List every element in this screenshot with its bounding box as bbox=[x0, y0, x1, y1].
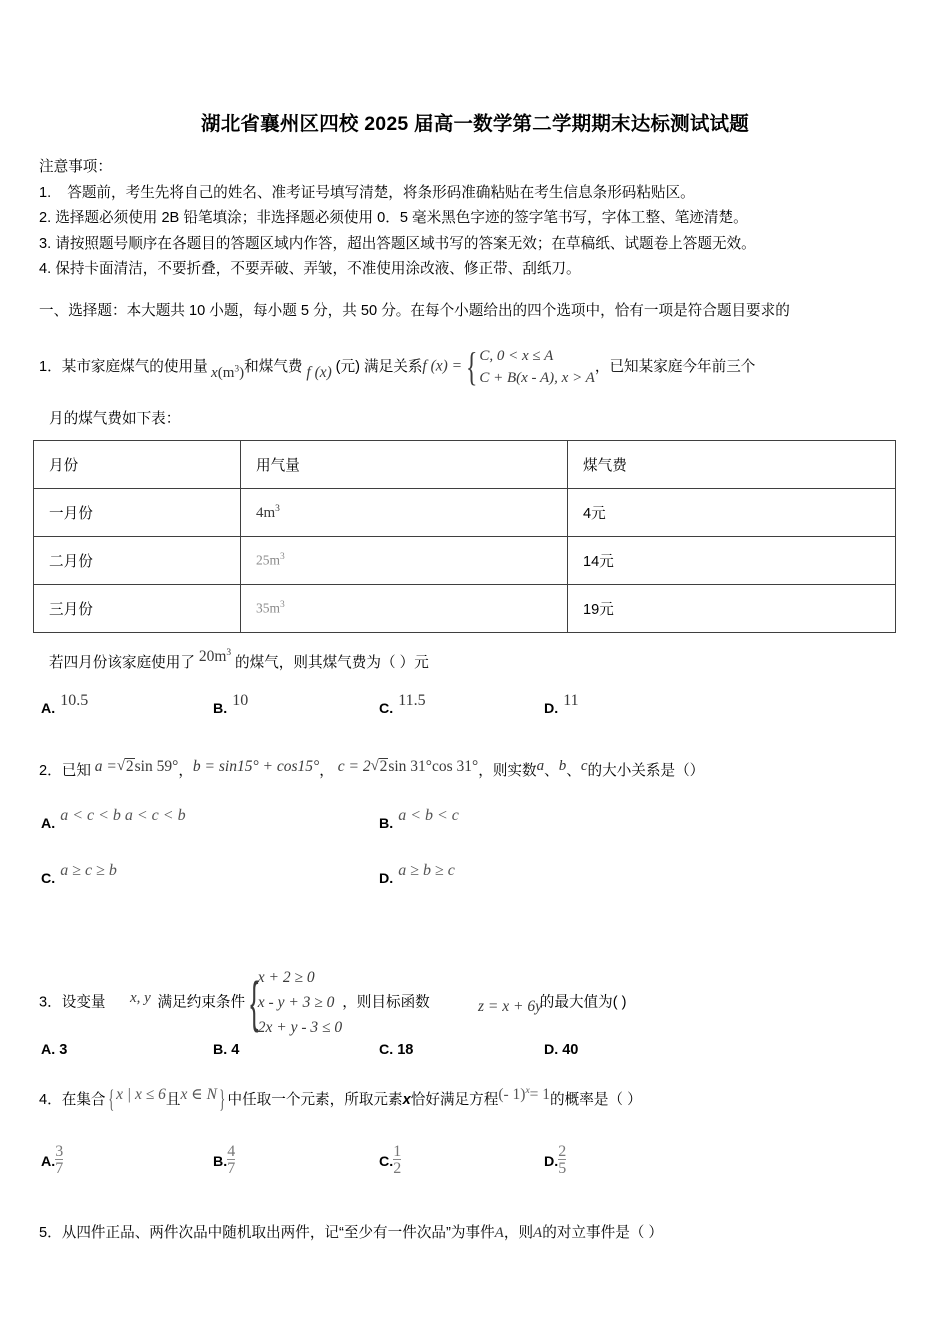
question-2-a-rest: sin 59° bbox=[134, 758, 179, 775]
question-1-unit-close: ) bbox=[239, 364, 245, 381]
table-header-fee: 煤气费 bbox=[568, 441, 896, 489]
question-2-var-b: b bbox=[558, 758, 567, 774]
option-a-label: A. bbox=[41, 701, 56, 717]
question-4-text-c: 恰好满足方程 bbox=[410, 1092, 499, 1109]
notice-item-text: 选择题必须使用 2B 铅笔填涂；非选择题必须使用 0．5 毫米黑色字迹的签字笔书写，字体工整、笔迹清楚。 bbox=[55, 210, 748, 226]
option-b-value: 4 bbox=[231, 1042, 240, 1058]
table-cell-fee: 14元 bbox=[568, 537, 896, 585]
question-2-text-c: 的大小关系是（） bbox=[587, 763, 705, 779]
question-4-eq-rest: = 1 bbox=[529, 1086, 551, 1104]
question-4-set-part-1: x | x ≤ 6 bbox=[116, 1086, 166, 1104]
option-b-label: B. bbox=[213, 1153, 228, 1170]
question-5-event-a-2: A bbox=[533, 1225, 543, 1241]
question-1-statement bbox=[39, 345, 929, 389]
question-4-eq-exp: x bbox=[525, 1086, 530, 1096]
question-2-a-eq: a = bbox=[94, 758, 117, 775]
option-d-label: D. bbox=[544, 701, 559, 717]
table-cell-month: 三月份 bbox=[34, 585, 241, 633]
option-d[interactable] bbox=[544, 692, 579, 718]
option-d[interactable] bbox=[379, 862, 455, 888]
question-4-text-b: 中任取一个元素，所取元素 bbox=[227, 1092, 403, 1109]
question-1-fx: f (x) bbox=[306, 363, 332, 381]
option-c-value: 11.5 bbox=[398, 692, 426, 709]
notice-item bbox=[39, 181, 915, 207]
question-5-text-b: ，则 bbox=[503, 1225, 534, 1241]
constraint-row-2: x - y + 3 ≥ 0 bbox=[257, 994, 335, 1011]
question-1-text-a: 某市家庭煤气的使用量 bbox=[61, 358, 208, 375]
question-5-number: 5． bbox=[39, 1225, 62, 1241]
table-cell-fee: 4元 bbox=[568, 489, 896, 537]
question-5-statement bbox=[39, 1222, 663, 1244]
table-cell-fee: 19元 bbox=[568, 585, 896, 633]
question-4-statement bbox=[39, 1085, 642, 1111]
table-cell-usage: $25m^3$ bbox=[241, 537, 568, 585]
option-b[interactable] bbox=[213, 1145, 235, 1179]
option-c-label: C. bbox=[41, 871, 56, 887]
option-a-label: A. bbox=[41, 1042, 56, 1058]
table-row bbox=[34, 489, 896, 537]
question-1-unit-open: (m bbox=[217, 364, 235, 381]
notice-item-text: 请按照题号顺序在各题目的答题区域内作答，超出答题区域书写的答案无效；在草稿纸、试题卷上答题无效。 bbox=[55, 235, 756, 252]
notice-item-index: 3. bbox=[39, 235, 52, 252]
piecewise-row-1: C, 0 < x ≤ A bbox=[479, 348, 554, 364]
piecewise-brace: { bbox=[465, 343, 478, 389]
question-5-event-a-1: A bbox=[494, 1225, 504, 1241]
option-c-label: C. bbox=[379, 1042, 394, 1058]
question-2-delim-2: 、 bbox=[566, 763, 581, 779]
option-a-value: $\frac{3}{7}$ bbox=[55, 1143, 64, 1177]
option-b[interactable] bbox=[213, 1042, 239, 1058]
table-header-month: 月份 bbox=[34, 441, 241, 489]
question-1-piecewise bbox=[422, 345, 594, 389]
question-2-sep-2: ， bbox=[319, 763, 334, 779]
question-3-text-a: 设变量 bbox=[61, 994, 106, 1011]
notice-item-index: 1. bbox=[39, 184, 52, 201]
question-2-c-eq: c = 2 bbox=[337, 758, 371, 775]
option-c[interactable] bbox=[379, 1145, 401, 1179]
option-a[interactable] bbox=[41, 807, 186, 833]
sqrt-icon: √ 2 bbox=[371, 756, 389, 778]
notice-item-index: 4. bbox=[39, 261, 52, 277]
question-2-var-a: a bbox=[536, 758, 545, 774]
question-1-table-intro: 月的煤气费如下表： bbox=[49, 411, 181, 427]
option-a-value: 10.5 bbox=[60, 692, 89, 709]
table-header-row bbox=[34, 441, 896, 489]
option-d-value: a ≥ b ≥ c bbox=[398, 862, 455, 879]
table-cell-usage: $35m^3$ bbox=[241, 585, 568, 633]
table-cell-usage: $4m^3$ bbox=[241, 489, 568, 537]
option-a-value: a < c < b a < c < b bbox=[60, 807, 186, 824]
option-d-label: D. bbox=[544, 1153, 559, 1170]
option-d-label: D. bbox=[379, 871, 394, 887]
piecewise-row-2: C + B(x - A), x > A bbox=[479, 370, 595, 386]
question-3-text-d: 的最大值为( ) bbox=[539, 994, 627, 1011]
option-a[interactable] bbox=[41, 1145, 63, 1179]
table-row bbox=[34, 537, 896, 585]
option-c-label: C. bbox=[379, 1153, 394, 1170]
option-c-value: $\frac{1}{2}$ bbox=[393, 1143, 402, 1177]
set-brace-close-icon: } bbox=[219, 1084, 226, 1113]
question-1-followup-exp: 3 bbox=[226, 648, 232, 658]
option-d[interactable] bbox=[544, 1042, 578, 1058]
question-1-number: 1． bbox=[39, 358, 62, 375]
question-4-number: 4． bbox=[39, 1092, 62, 1109]
option-d[interactable] bbox=[544, 1145, 566, 1179]
question-2-statement bbox=[39, 760, 704, 782]
question-3-constraint-system bbox=[245, 965, 342, 1040]
option-b-label: B. bbox=[213, 701, 228, 717]
option-b-value: a < b < c bbox=[398, 807, 459, 824]
question-4-set-mid: 且 bbox=[165, 1092, 181, 1109]
set-brace-open-icon: { bbox=[107, 1084, 114, 1113]
page-title: 湖北省襄州区四校 2025 届高一数学第二学期期末达标测试试题 bbox=[201, 113, 749, 135]
question-2-sep-1: ， bbox=[178, 763, 193, 779]
notice-item-text: 保持卡面清洁，不要折叠，不要弄破、弄皱，不准使用涂改液、修正带、刮纸刀。 bbox=[55, 261, 581, 277]
option-c-value: a ≥ c ≥ b bbox=[60, 862, 117, 879]
gas-usage-table bbox=[33, 440, 896, 633]
question-1-followup bbox=[49, 648, 429, 674]
notice-heading: 注意事项： bbox=[39, 159, 112, 175]
notice-item bbox=[39, 257, 915, 283]
question-1-followup-text-b: 的煤气，则其煤气费为（ ）元 bbox=[235, 655, 429, 672]
question-1-followup-text-a: 若四月份该家庭使用了 bbox=[49, 655, 195, 672]
question-2-var-c: c bbox=[580, 758, 588, 774]
question-3-objective: z = x + 6y bbox=[478, 998, 542, 1015]
option-c[interactable] bbox=[41, 862, 117, 888]
question-3-text-b: 满足约束条件 bbox=[157, 994, 246, 1011]
notice-item-text: 答题前，考生先将自己的姓名、准考证号填写清楚，将条形码准确粘贴在考生信息条形码粘贴区。 bbox=[67, 184, 695, 201]
question-1-text-c: (元) 满足关系 bbox=[335, 358, 423, 375]
table-header-usage: 用气量 bbox=[241, 441, 568, 489]
option-d-value: 11 bbox=[563, 692, 579, 709]
table-cell-month: 一月份 bbox=[34, 489, 241, 537]
option-c-label: C. bbox=[379, 701, 394, 717]
question-1-unit-exp: 3 bbox=[234, 364, 240, 375]
option-c[interactable] bbox=[379, 692, 426, 718]
table-cell-month: 二月份 bbox=[34, 537, 241, 585]
question-4-text-a: 在集合 bbox=[61, 1092, 106, 1109]
question-5-text-c: 的对立事件是（ ） bbox=[542, 1225, 664, 1241]
question-2-delim-1: 、 bbox=[544, 763, 559, 779]
option-d-label: D. bbox=[544, 1042, 559, 1058]
piecewise-lhs: f (x) = bbox=[422, 357, 463, 375]
option-b[interactable] bbox=[213, 692, 249, 718]
question-2-text-a: 已知 bbox=[61, 763, 91, 779]
option-c-value: 18 bbox=[397, 1042, 414, 1058]
option-b-label: B. bbox=[213, 1042, 228, 1058]
question-3-variables: x, y bbox=[130, 990, 151, 1006]
question-1-text-b: 和煤气费 bbox=[244, 358, 303, 375]
option-a-label: A. bbox=[41, 1153, 56, 1170]
question-2-text-b: ，则实数 bbox=[478, 763, 537, 779]
notice-block bbox=[39, 155, 915, 283]
question-5-text-a: 从四件正品、两件次品中随机取出两件，记“至少有一件次品”为事件 bbox=[61, 1225, 495, 1241]
question-4-text-d: 的概率是（ ） bbox=[550, 1092, 642, 1109]
question-1-followup-value: 20m bbox=[198, 648, 227, 666]
option-d-value: 40 bbox=[562, 1042, 579, 1058]
section-heading-choice: 一、选择题：本大题共 10 小题，每小题 5 分，共 50 分。在每个小题给出的四个选项中，恰有一项是符合题目要求的 bbox=[39, 303, 790, 319]
table-row bbox=[34, 585, 896, 633]
question-3-text-c: ，则目标函数 bbox=[342, 994, 430, 1011]
question-2-b-expr: b = sin15° + cos15° bbox=[192, 758, 320, 775]
option-a-value: 3 bbox=[59, 1042, 68, 1058]
constraint-row-1: x + 2 ≥ 0 bbox=[257, 969, 315, 986]
option-b-value: $\frac{4}{7}$ bbox=[227, 1143, 236, 1177]
option-c[interactable] bbox=[379, 1042, 413, 1058]
notice-item-index: 2. bbox=[39, 210, 52, 226]
question-1-var-x: x bbox=[211, 364, 218, 381]
option-a-label: A. bbox=[41, 816, 56, 832]
system-brace: { bbox=[250, 970, 259, 1034]
question-2-c-rest: sin 31°cos 31° bbox=[388, 758, 479, 775]
question-1-text-d: ，已知某家庭今年前三个 bbox=[594, 358, 756, 375]
option-a[interactable] bbox=[41, 692, 89, 718]
option-b-value: 10 bbox=[232, 692, 249, 709]
notice-item bbox=[39, 232, 915, 258]
option-b[interactable] bbox=[379, 807, 459, 833]
option-d-value: $\frac{2}{5}$ bbox=[558, 1143, 567, 1177]
question-4-set-part-2: x ∈ N bbox=[180, 1086, 217, 1104]
question-3-number: 3． bbox=[39, 994, 62, 1011]
constraint-row-3: 2x + y - 3 ≤ 0 bbox=[257, 1019, 343, 1036]
question-4-eq-base: (- 1) bbox=[498, 1086, 526, 1104]
option-a[interactable] bbox=[41, 1042, 67, 1058]
sqrt-icon: √ 2 bbox=[117, 756, 135, 778]
question-2-number: 2． bbox=[39, 763, 62, 779]
question-4-element: x bbox=[402, 1092, 411, 1109]
notice-item bbox=[39, 206, 915, 232]
option-b-label: B. bbox=[379, 816, 394, 832]
